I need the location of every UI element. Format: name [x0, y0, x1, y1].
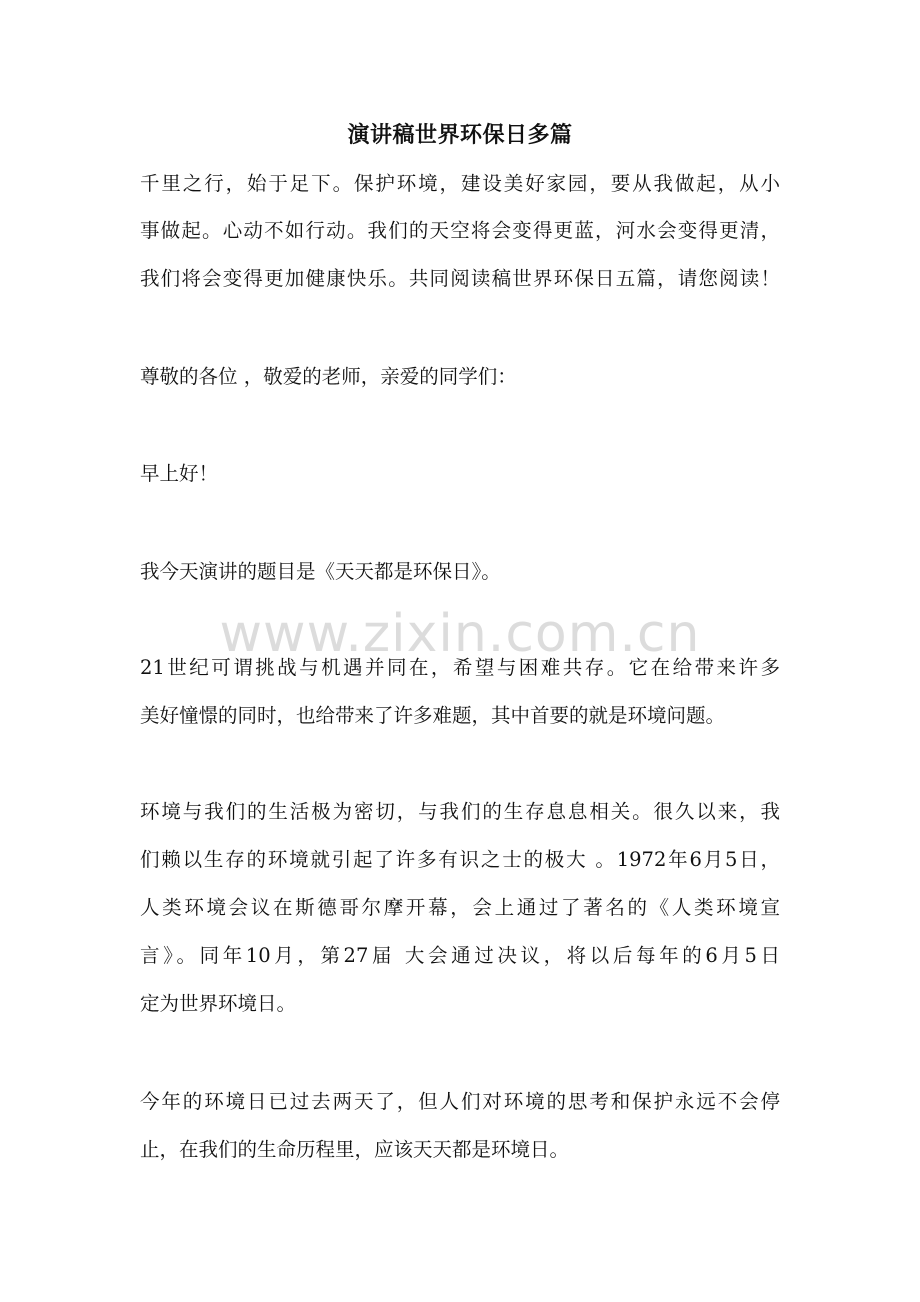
paragraph-line: 我们将会变得更加健康快乐。共同阅读稿世界环保日五篇，请您阅读！: [140, 267, 780, 290]
paragraph-line: 美好憧憬的同时，也给带来了许多难题，其中首要的就是环境问题。: [140, 704, 726, 727]
topic-line: 我今天演讲的题目是《天天都是环保日》。: [140, 560, 501, 583]
paragraph-line: 定为世界环境日。: [140, 992, 297, 1015]
paragraph-line: 言》。同年10月，第27届 大会通过决议，将以后每年的6月5日: [140, 944, 780, 967]
paragraph-line: 止，在我们的生命历程里，应该天天都是环境日。: [140, 1138, 570, 1161]
paragraph-line: 环境与我们的生活极为密切，与我们的生存息息相关。很久以来，我: [140, 800, 780, 823]
document-title: 演讲稿世界环保日多篇: [347, 123, 573, 148]
paragraph-line: 21世纪可谓挑战与机遇并同在，希望与困难共存。它在给带来许多: [140, 656, 780, 679]
paragraph-line: 千里之行，始于足下。保护环境，建设美好家园，要从我做起，从小: [140, 172, 780, 195]
paragraph-line: 事做起。心动不如行动。我们的天空将会变得更蓝，河水会变得更清，: [140, 219, 780, 242]
paragraph-line: 人类环境会议在斯德哥尔摩开幕，会上通过了著名的《人类环境宣: [140, 896, 780, 919]
greeting-line: 尊敬的各位 ，敬爱的老师，亲爱的同学们：: [140, 365, 517, 388]
paragraph-line: 们赖以生存的环境就引起了许多有识之士的极大 。1972年6月5日，: [140, 848, 780, 871]
watermark: www.zixin.com.cn: [219, 604, 701, 664]
paragraph-line: 今年的环境日已过去两天了，但人们对环境的思考和保护永远不会停: [140, 1090, 780, 1113]
greeting-line: 早上好！: [140, 462, 219, 485]
